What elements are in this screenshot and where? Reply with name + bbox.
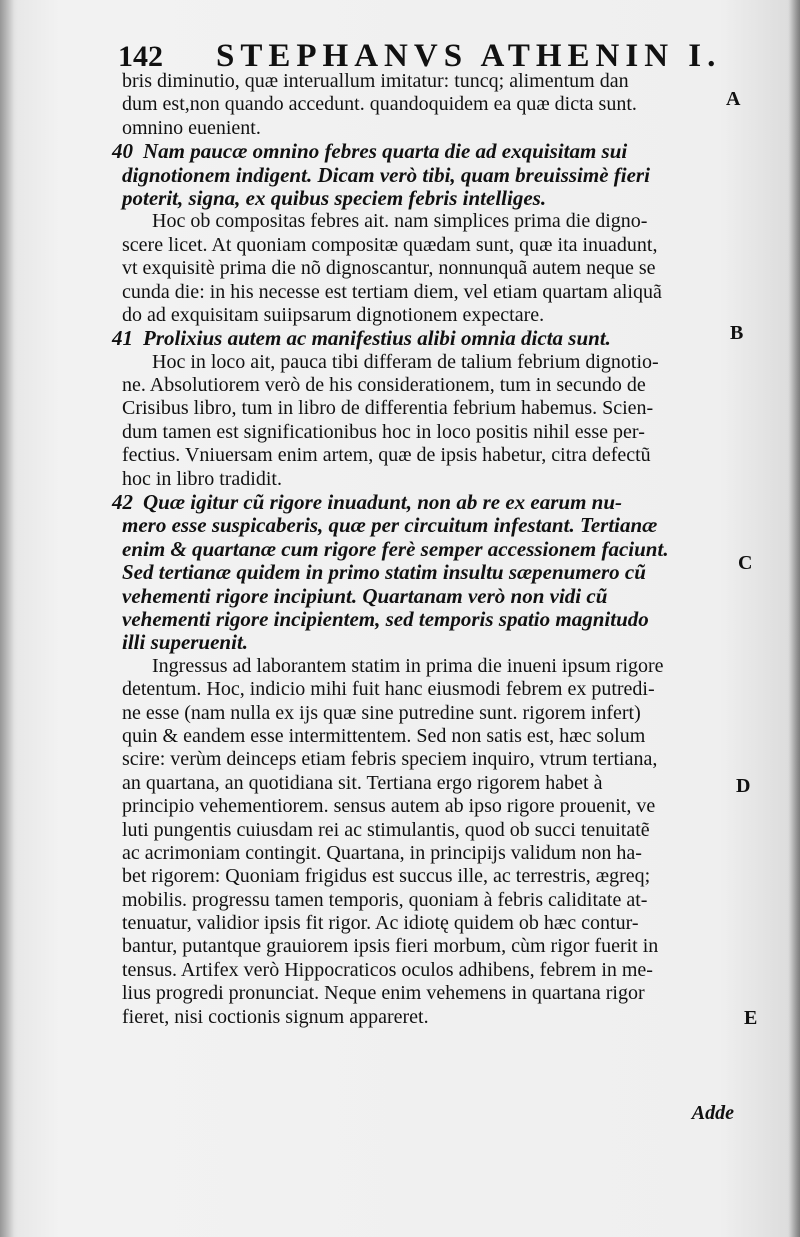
page-left-shadow (0, 0, 14, 1237)
line-text: Hoc in loco ait, pauca tibi differam de talium febrium dignotio- (152, 350, 659, 373)
margin-letter-a: A (726, 88, 741, 110)
line-text: bantur, putantque grauiorem ipsis fieri morbum, cùm rigor fuerit in (122, 935, 659, 958)
text-line (122, 865, 732, 888)
line-text: vt exquisitè prima die nõ dignoscantur, nonnunquã autem neque se (122, 257, 656, 280)
text-line (122, 912, 732, 935)
text-line (122, 748, 732, 771)
text-line (122, 655, 732, 678)
line-text: Quæ igitur cũ rigore inuadunt, non ab re ex earum nu- (143, 490, 623, 515)
text-line (122, 257, 732, 280)
margin-letter-c: C (738, 552, 753, 574)
line-text: illi superuenit. (122, 630, 249, 655)
text-line (122, 281, 732, 304)
text-line (112, 139, 732, 164)
text-line (122, 444, 732, 467)
text-line (122, 608, 732, 631)
line-text: mero esse suspicaberis, quæ per circuitum infestant. Tertianæ (122, 513, 658, 538)
text-line (122, 397, 732, 420)
text-line (122, 304, 732, 327)
line-text: dum est,non quando accedunt. quandoquidem ea quæ dicta sunt. (122, 93, 637, 116)
text-line (122, 421, 732, 444)
text-line (122, 93, 732, 116)
text-line (122, 70, 732, 93)
text-line (122, 935, 732, 958)
text-line (122, 795, 732, 818)
line-text: do ad exquisitam suiipsarum dignotionem expectare. (122, 303, 545, 326)
catchword: Adde (691, 1102, 734, 1124)
text-line (122, 514, 732, 537)
body-text (112, 70, 732, 1029)
line-text: tenuatur, validior ipsis fit rigor. Ac idiotę quidem ob hæc contur- (122, 912, 639, 935)
margin-letter-d: D (736, 775, 751, 797)
text-line (122, 631, 732, 654)
line-text: scere licet. At quoniam compositæ quædam sunt, quæ ita inuadunt, (122, 233, 658, 256)
section-number: 42 (112, 490, 133, 515)
line-text: fieret, nisi coctionis signum appareret. (122, 1005, 429, 1028)
line-text: tensus. Artifex verò Hippocraticos oculos adhibens, febrem in me- (122, 958, 653, 981)
line-text: dum tamen est significationibus hoc in loco positis nihil esse per- (122, 420, 645, 443)
margin-letter-b: B (730, 322, 744, 344)
line-text: dignotionem indigent. Dicam verò tibi, quam breuissimè fieri (122, 162, 650, 187)
line-text: Prolixius autem ac manifestius alibi omnia dicta sunt. (143, 326, 611, 351)
text-line (122, 351, 732, 374)
text-line (122, 678, 732, 701)
text-line (122, 819, 732, 842)
line-text: Ingressus ad laborantem statim in prima die inueni ipsum rigore (152, 654, 664, 677)
line-text: enim & quartanæ cum rigore ferè semper accessionem faciunt. (122, 536, 669, 561)
text-line (122, 117, 732, 140)
line-text: vehementi rigore incipientem, sed temporis spatio magnitudo (122, 606, 649, 631)
line-text: lius progredi pronunciat. Neque enim vehemens in quartana rigor (122, 982, 645, 1005)
line-text: quin & eandem esse intermittentem. Sed non satis est, hæc solum (122, 724, 646, 747)
text-line (122, 561, 732, 584)
text-line (122, 772, 732, 795)
text-line (122, 842, 732, 865)
line-text: poterit, signa, ex quibus speciem febris intelliges. (122, 185, 547, 210)
text-line (122, 889, 732, 912)
line-text: luti pungentis cuiusdam rei ac stimulantis, quod ob succi tenuitatẽ (122, 818, 650, 841)
text-line (112, 490, 732, 515)
text-line (122, 234, 732, 257)
text-line (122, 1006, 732, 1029)
section-number: 41 (112, 326, 133, 351)
text-line (122, 959, 732, 982)
line-text: bris diminutio, quæ interuallum imitatur: tuncq; alimentum dan (122, 70, 629, 92)
margin-letter-e: E (744, 1007, 758, 1029)
line-text: cunda die: in his necesse est tertiam diem, vel etiam quartam aliquã (122, 280, 662, 303)
line-text: scire: verùm deinceps etiam febris speciem inquiro, vtrum tertiana, (122, 748, 658, 771)
text-line (122, 187, 732, 210)
text-line (112, 326, 732, 351)
text-line (122, 702, 732, 725)
text-line (122, 725, 732, 748)
page-right-shadow (788, 0, 800, 1237)
text-line (122, 210, 732, 233)
line-text: omnino euenient. (122, 116, 261, 139)
line-text: fectius. Vniuersam enim artem, quæ de ipsis habetur, citra defectũ (122, 444, 651, 467)
line-text: detentum. Hoc, indicio mihi fuit hanc eiusmodi febrem ex putredi- (122, 678, 655, 701)
text-line (122, 164, 732, 187)
line-text: vehementi rigore incipiunt. Quartanam verò non vidi cũ (122, 583, 608, 608)
line-text: ac acrimoniam contingit. Quartana, in principijs validum non ha- (122, 841, 642, 864)
line-text: ne esse (nam nulla ex ijs quæ sine putredine sunt. rigorem infert) (122, 701, 641, 724)
running-title: STEPHANVS ATHENIN I. (216, 38, 722, 74)
text-line (122, 374, 732, 397)
line-text: Sed tertianæ quidem in primo statim insultu sæpenumero cũ (122, 560, 646, 585)
line-text: an quartana, an quotidiana sit. Tertiana ergo rigorem habet à (122, 771, 603, 794)
line-text: Nam paucæ omnino febres quarta die ad exquisitam sui (143, 139, 628, 164)
text-line (122, 468, 732, 491)
line-text: Crisibus libro, tum in libro de differentia febrium habemus. Scien- (122, 397, 654, 420)
line-text: bet rigorem: Quoniam frigidus est succus ille, ac terrestris, ægreq; (122, 865, 651, 888)
line-text: mobilis. progressu tamen temporis, quoniam à febris caliditate at- (122, 888, 648, 911)
line-text: Hoc ob compositas febres ait. nam simplices prima die digno- (152, 210, 648, 233)
text-line (122, 982, 732, 1005)
line-text: ne. Absolutiorem verò de his considerationem, tum in secundo de (122, 374, 646, 397)
page-number: 142 (118, 40, 163, 73)
line-text: hoc in libro tradidit. (122, 467, 282, 490)
text-line (122, 585, 732, 608)
text-line (122, 538, 732, 561)
page-header (118, 34, 722, 74)
line-text: principio vehementiorem. sensus autem ab ipso rigore prouenit, ve (122, 795, 656, 818)
section-number: 40 (112, 139, 133, 164)
